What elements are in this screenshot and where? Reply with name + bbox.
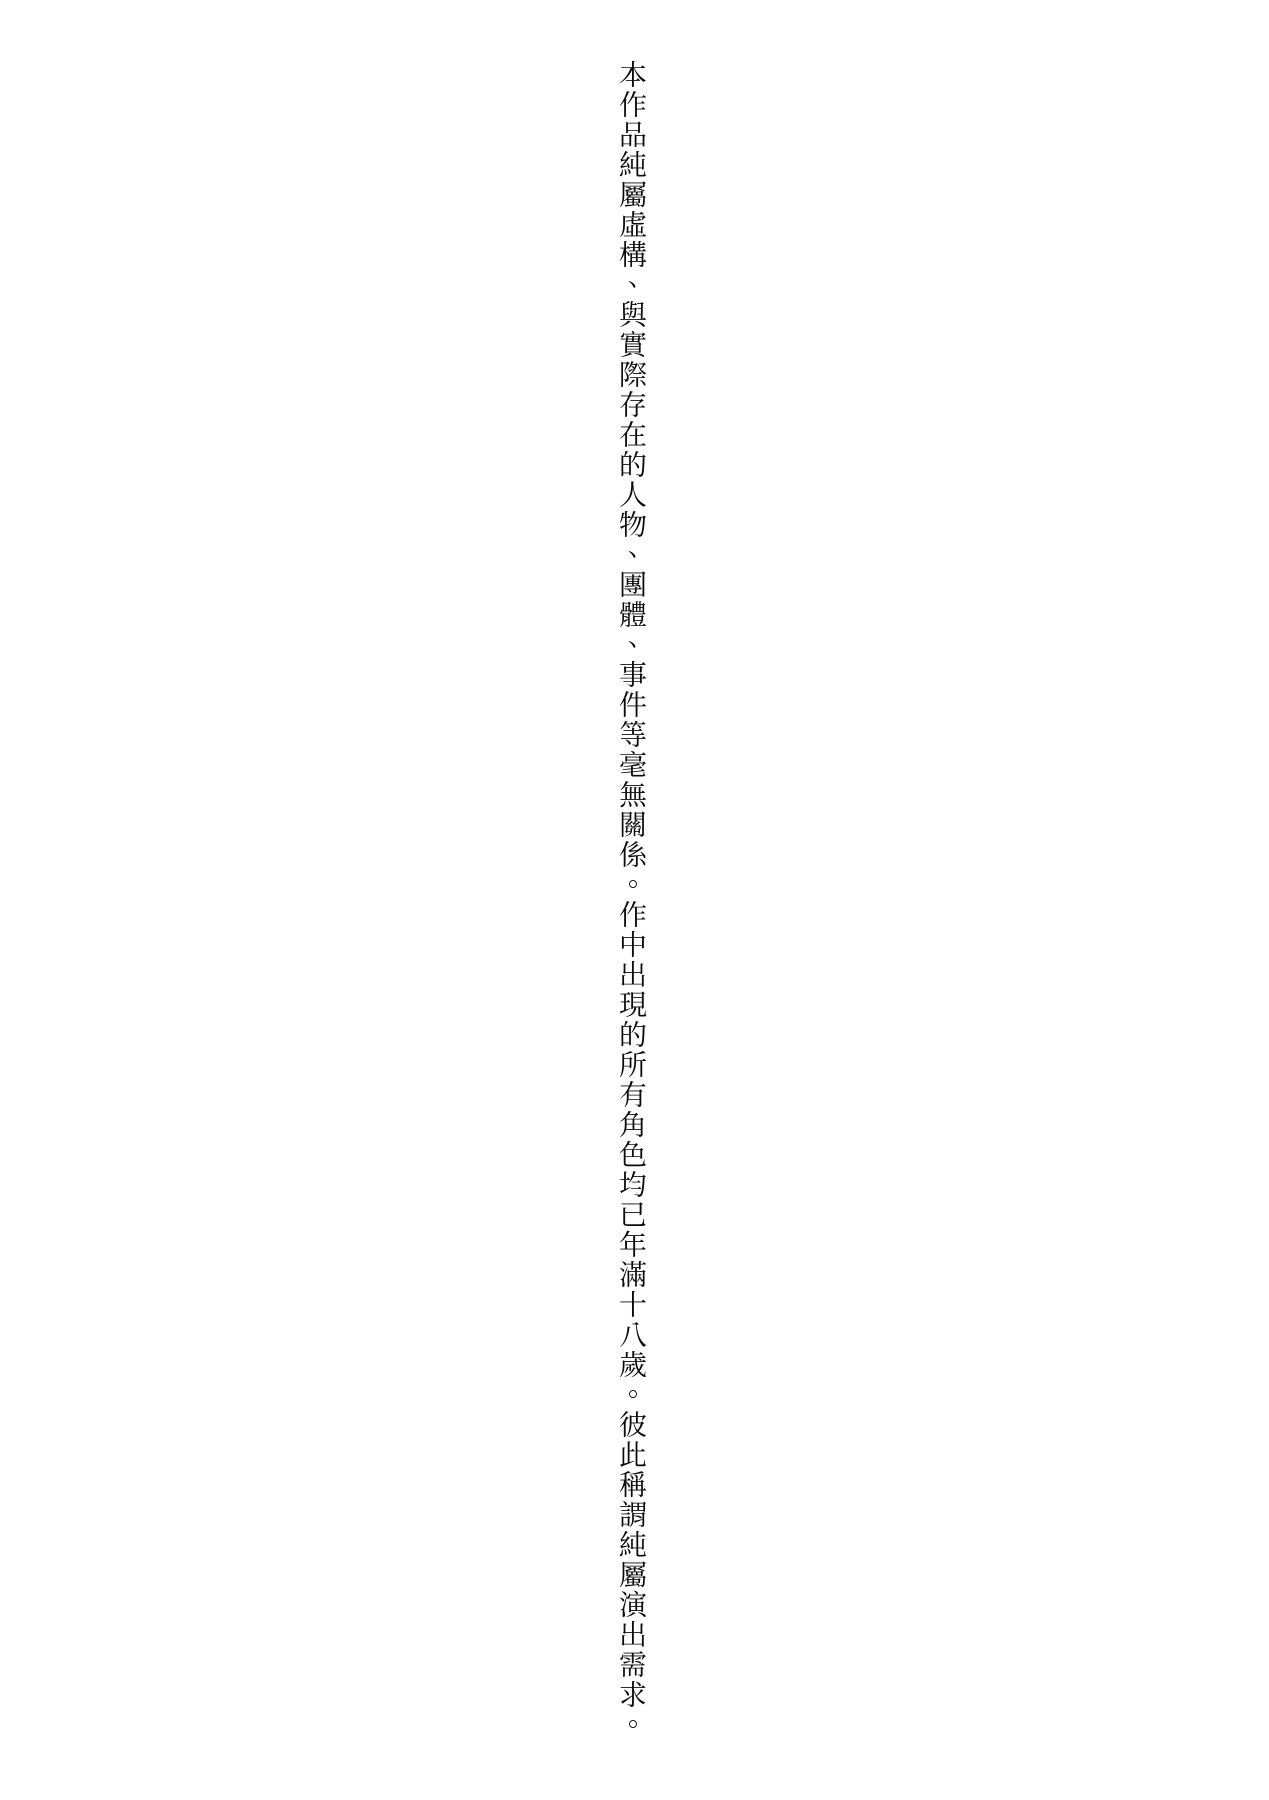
disclaimer-text: 本作品純屬虛構、與實際存在的人物、團體、事件等毫無關係。作中出現的所有角色均已年滿十八歲。彼此稱謂純屬演出需求。 [616, 60, 647, 1740]
disclaimer-column [601, 60, 661, 1750]
